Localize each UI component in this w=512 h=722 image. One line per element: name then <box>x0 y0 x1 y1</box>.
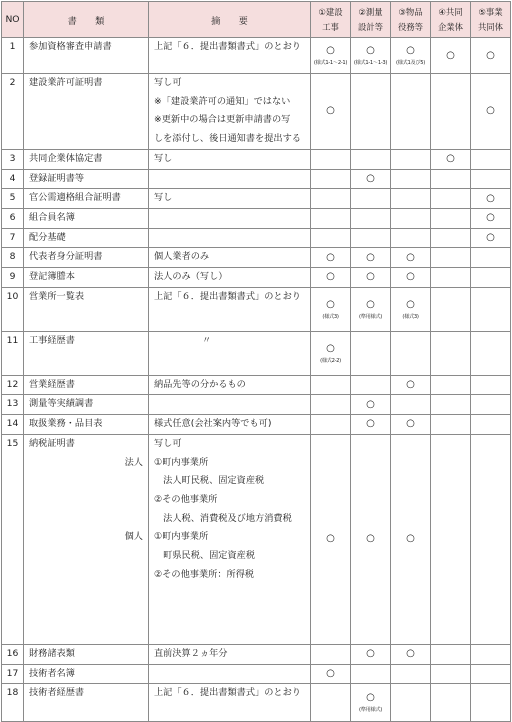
document-name <box>24 331 149 375</box>
cell-construction <box>311 287 351 331</box>
required-mark: ○ <box>326 342 335 354</box>
document-name <box>24 375 149 395</box>
table-row <box>2 74 511 150</box>
document-name-text: 財務諸表類 <box>29 647 75 659</box>
document-name-text: 官公需適格組合証明書 <box>29 192 121 204</box>
taxpayer-type-individual: 個人 <box>124 531 143 543</box>
row-number: 11 <box>2 331 24 375</box>
row-number: 14 <box>2 415 24 435</box>
table-row <box>2 684 511 722</box>
summary-line: ②その他事業所：所得税 <box>154 568 255 580</box>
cell-construction <box>311 684 351 722</box>
cell-jv <box>431 208 471 228</box>
summary <box>149 331 311 375</box>
required-mark: ○ <box>326 105 335 117</box>
cell-goods <box>391 74 431 150</box>
form-note: (様式3) <box>402 313 419 320</box>
cell-survey <box>351 189 391 209</box>
cell-jv <box>431 189 471 209</box>
required-mark: ○ <box>366 271 375 283</box>
cell-survey <box>351 228 391 248</box>
header-col-construction: ①建設 工事 <box>311 2 351 38</box>
table-row <box>2 287 511 331</box>
cell-construction <box>311 149 351 169</box>
form-note: (準用様式) <box>359 313 382 320</box>
cell-survey <box>351 149 391 169</box>
summary <box>149 644 311 664</box>
table-row <box>2 228 511 248</box>
required-mark: ○ <box>366 251 375 263</box>
document-name <box>24 434 149 644</box>
document-name <box>24 644 149 664</box>
cell-cooperative <box>471 228 511 248</box>
document-name <box>24 684 149 722</box>
cell-goods <box>391 38 431 74</box>
row-number: 16 <box>2 644 24 664</box>
document-name <box>24 208 149 228</box>
summary <box>149 268 311 288</box>
required-documents-table <box>1 1 511 722</box>
summary <box>149 248 311 268</box>
table-row <box>2 331 511 375</box>
cell-construction <box>311 664 351 684</box>
row-number: 10 <box>2 287 24 331</box>
cell-jv <box>431 331 471 375</box>
cell-construction <box>311 268 351 288</box>
table-row <box>2 375 511 395</box>
cell-construction <box>311 331 351 375</box>
cell-jv <box>431 228 471 248</box>
taxpayer-type-corporate: 法人 <box>124 456 143 468</box>
cell-cooperative <box>471 415 511 435</box>
summary <box>149 189 311 209</box>
header-col-survey: ②測量 設計等 <box>351 2 391 38</box>
required-mark: ○ <box>406 45 415 56</box>
cell-cooperative <box>471 189 511 209</box>
cell-construction <box>311 74 351 150</box>
cell-goods <box>391 331 431 375</box>
form-note: (準用様式) <box>359 707 382 714</box>
summary-line: 法人税、消費税及び地方消費税 <box>154 512 292 524</box>
cell-survey <box>351 74 391 150</box>
cell-goods <box>391 248 431 268</box>
table-row <box>2 434 511 644</box>
document-name-text: 技術者名簿 <box>29 667 75 679</box>
cell-goods <box>391 287 431 331</box>
document-name <box>24 287 149 331</box>
cell-cooperative <box>471 287 511 331</box>
cell-jv <box>431 287 471 331</box>
cell-jv <box>431 434 471 644</box>
required-mark: ○ <box>406 648 415 660</box>
cell-survey <box>351 644 391 664</box>
summary <box>149 395 311 415</box>
cell-construction <box>311 38 351 74</box>
document-name <box>24 189 149 209</box>
required-mark: ○ <box>486 192 495 204</box>
cell-jv <box>431 268 471 288</box>
required-mark: ○ <box>486 231 495 243</box>
cell-survey <box>351 248 391 268</box>
cell-goods <box>391 189 431 209</box>
row-number: 1 <box>2 38 24 74</box>
cell-survey <box>351 331 391 375</box>
table-row <box>2 189 511 209</box>
form-note: (様式1及び5) <box>396 60 425 66</box>
table-row <box>2 395 511 415</box>
cell-construction <box>311 169 351 189</box>
required-mark: ○ <box>406 251 415 263</box>
required-mark: ○ <box>366 418 375 430</box>
summary <box>149 74 311 150</box>
cell-construction <box>311 644 351 664</box>
summary <box>149 415 311 435</box>
row-number: 7 <box>2 228 24 248</box>
cell-survey <box>351 268 391 288</box>
cell-construction <box>311 375 351 395</box>
table-row <box>2 415 511 435</box>
document-name <box>24 248 149 268</box>
document-name-text: 工事経歴書 <box>29 334 75 346</box>
cell-jv <box>431 38 471 74</box>
required-mark: ○ <box>366 172 375 184</box>
table-row <box>2 268 511 288</box>
cell-cooperative <box>471 664 511 684</box>
document-name-text: 配分基礎 <box>29 231 66 243</box>
header-document: 書 類 <box>24 2 149 38</box>
form-note: (様式1-1〜2-1) <box>313 60 348 66</box>
summary <box>149 684 311 722</box>
required-mark: ○ <box>406 379 415 391</box>
summary <box>149 228 311 248</box>
row-number: 15 <box>2 434 24 644</box>
cell-survey <box>351 38 391 74</box>
form-note: (様式3) <box>322 313 339 320</box>
summary-line: 町県民税、固定資産税 <box>154 550 256 562</box>
table-row <box>2 664 511 684</box>
required-mark: ○ <box>326 667 335 679</box>
required-mark: ○ <box>406 533 415 545</box>
header-col-goods: ③物品 役務等 <box>391 2 431 38</box>
document-name <box>24 74 149 150</box>
cell-cooperative <box>471 644 511 664</box>
required-mark: ○ <box>366 298 375 310</box>
cell-construction <box>311 434 351 644</box>
document-name <box>24 228 149 248</box>
cell-cooperative <box>471 331 511 375</box>
header-col-cooperative: ⑤事業 共同体 <box>471 2 511 38</box>
document-name <box>24 149 149 169</box>
cell-survey <box>351 375 391 395</box>
cell-cooperative <box>471 434 511 644</box>
row-number: 3 <box>2 149 24 169</box>
row-number: 18 <box>2 684 24 722</box>
required-mark: ○ <box>366 648 375 660</box>
cell-goods <box>391 208 431 228</box>
cell-cooperative <box>471 268 511 288</box>
summary <box>149 38 311 74</box>
required-mark: ○ <box>366 533 375 545</box>
cell-goods <box>391 434 431 644</box>
summary <box>149 169 311 189</box>
cell-jv <box>431 74 471 150</box>
summary-line: 写し可 <box>154 77 182 88</box>
summary-line: 〃 <box>202 334 212 346</box>
document-name-text: 登記簿謄本 <box>29 271 75 283</box>
document-name-text: 技術者経歴書 <box>29 687 85 699</box>
cell-jv <box>431 149 471 169</box>
cell-goods <box>391 268 431 288</box>
summary-line: 上記「６．提出書類書式」のとおり <box>154 41 301 52</box>
cell-jv <box>431 169 471 189</box>
cell-goods <box>391 415 431 435</box>
row-number: 4 <box>2 169 24 189</box>
required-mark: ○ <box>366 45 375 56</box>
cell-jv <box>431 395 471 415</box>
document-name-text: 組合員名簿 <box>29 211 75 223</box>
cell-construction <box>311 189 351 209</box>
cell-jv <box>431 684 471 722</box>
cell-construction <box>311 248 351 268</box>
table-row <box>2 38 511 74</box>
cell-goods <box>391 664 431 684</box>
row-number: 2 <box>2 74 24 150</box>
summary-line: 様式任意(会社案内等でも可) <box>154 418 272 430</box>
cell-construction <box>311 208 351 228</box>
document-name-text: 建設業許可証明書 <box>29 77 103 88</box>
document-name-text: 共同企業体協定書 <box>29 152 103 164</box>
required-mark: ○ <box>446 153 455 165</box>
summary-line: ①町内事業所 <box>154 531 209 543</box>
header-summary: 摘 要 <box>149 2 311 38</box>
table-row <box>2 149 511 169</box>
summary-line: 法人のみ（写し） <box>154 271 228 283</box>
cell-jv <box>431 415 471 435</box>
summary-line: 納品先等の分かるもの <box>154 378 246 390</box>
required-mark: ○ <box>486 212 495 224</box>
cell-survey <box>351 664 391 684</box>
table-row <box>2 248 511 268</box>
row-number: 12 <box>2 375 24 395</box>
summary-line: 上記「６．提出書類書式」のとおり <box>154 687 301 699</box>
summary-line: 個人業者のみ <box>154 251 210 263</box>
cell-cooperative <box>471 375 511 395</box>
cell-survey <box>351 415 391 435</box>
cell-cooperative <box>471 248 511 268</box>
cell-goods <box>391 644 431 664</box>
required-mark: ○ <box>486 49 495 61</box>
row-number: 5 <box>2 189 24 209</box>
document-name <box>24 395 149 415</box>
cell-construction <box>311 395 351 415</box>
document-name-text: 納税証明書 <box>29 437 75 449</box>
summary <box>149 375 311 395</box>
cell-construction <box>311 228 351 248</box>
cell-goods <box>391 169 431 189</box>
cell-survey <box>351 395 391 415</box>
required-mark: ○ <box>406 298 415 310</box>
summary-line: ②その他事業所 <box>154 493 218 505</box>
header-col-jv: ④共同 企業体 <box>431 2 471 38</box>
cell-cooperative <box>471 149 511 169</box>
summary-line: ①町内事業所 <box>154 456 209 468</box>
summary <box>149 149 311 169</box>
summary <box>149 208 311 228</box>
document-name-text: 参加資格審査申請書 <box>29 41 112 52</box>
row-number: 17 <box>2 664 24 684</box>
required-mark: ○ <box>326 251 335 263</box>
row-number: 6 <box>2 208 24 228</box>
cell-goods <box>391 228 431 248</box>
cell-survey <box>351 169 391 189</box>
summary-line: ※「建設業許可の通知」ではない <box>154 95 291 107</box>
required-mark: ○ <box>366 692 375 704</box>
document-name-text: 営業所一覧表 <box>29 290 85 302</box>
document-name <box>24 169 149 189</box>
cell-goods <box>391 684 431 722</box>
header-no: NO <box>2 2 24 38</box>
document-name-text: 登録証明書等 <box>29 172 85 184</box>
required-mark: ○ <box>366 398 375 410</box>
cell-jv <box>431 375 471 395</box>
required-mark: ○ <box>446 49 455 61</box>
table-row <box>2 208 511 228</box>
summary-line: 写し <box>154 192 173 204</box>
cell-cooperative <box>471 395 511 415</box>
cell-survey <box>351 287 391 331</box>
required-mark: ○ <box>326 298 335 310</box>
cell-goods <box>391 375 431 395</box>
cell-jv <box>431 664 471 684</box>
summary <box>149 664 311 684</box>
cell-cooperative <box>471 684 511 722</box>
required-mark: ○ <box>406 418 415 430</box>
cell-cooperative <box>471 74 511 150</box>
document-name-text: 営業経歴書 <box>29 378 75 390</box>
cell-cooperative <box>471 38 511 74</box>
table-header-row <box>2 2 511 38</box>
form-note: (様式2-2) <box>320 357 341 364</box>
cell-cooperative <box>471 208 511 228</box>
requirements-document <box>1 1 511 714</box>
document-name <box>24 664 149 684</box>
cell-goods <box>391 395 431 415</box>
cell-cooperative <box>471 169 511 189</box>
table-row <box>2 169 511 189</box>
document-name-text: 代表者身分証明書 <box>29 251 103 263</box>
document-name-text: 測量等実績調書 <box>29 398 94 410</box>
summary <box>149 287 311 331</box>
cell-construction <box>311 415 351 435</box>
required-mark: ○ <box>326 45 335 56</box>
cell-jv <box>431 644 471 664</box>
form-note: (様式1-1〜1-3) <box>353 60 388 66</box>
document-name <box>24 415 149 435</box>
summary-line: 写し <box>154 152 173 164</box>
cell-jv <box>431 248 471 268</box>
table-body <box>2 38 511 722</box>
cell-goods <box>391 149 431 169</box>
summary-line: ※更新中の場合は更新申請書の写 <box>154 114 291 126</box>
cell-survey <box>351 208 391 228</box>
row-number: 13 <box>2 395 24 415</box>
summary-line: 法人町民税、固定資産税 <box>154 475 265 487</box>
summary-line: 上記「６．提出書類書式」のとおり <box>154 290 301 302</box>
required-mark: ○ <box>326 271 335 283</box>
required-mark: ○ <box>486 105 495 117</box>
table-row <box>2 644 511 664</box>
cell-survey <box>351 684 391 722</box>
required-mark: ○ <box>406 271 415 283</box>
summary-line: しを添付し、後日通知書を提出する <box>154 133 301 145</box>
required-mark: ○ <box>326 533 335 545</box>
summary <box>149 434 311 644</box>
row-number: 9 <box>2 268 24 288</box>
document-name <box>24 38 149 74</box>
cell-survey <box>351 434 391 644</box>
summary-line: 写し可 <box>154 437 182 449</box>
row-number: 8 <box>2 248 24 268</box>
document-name-text: 取扱業務・品目表 <box>29 418 103 430</box>
document-name <box>24 268 149 288</box>
summary-line: 直前決算２ヵ年分 <box>154 647 228 659</box>
